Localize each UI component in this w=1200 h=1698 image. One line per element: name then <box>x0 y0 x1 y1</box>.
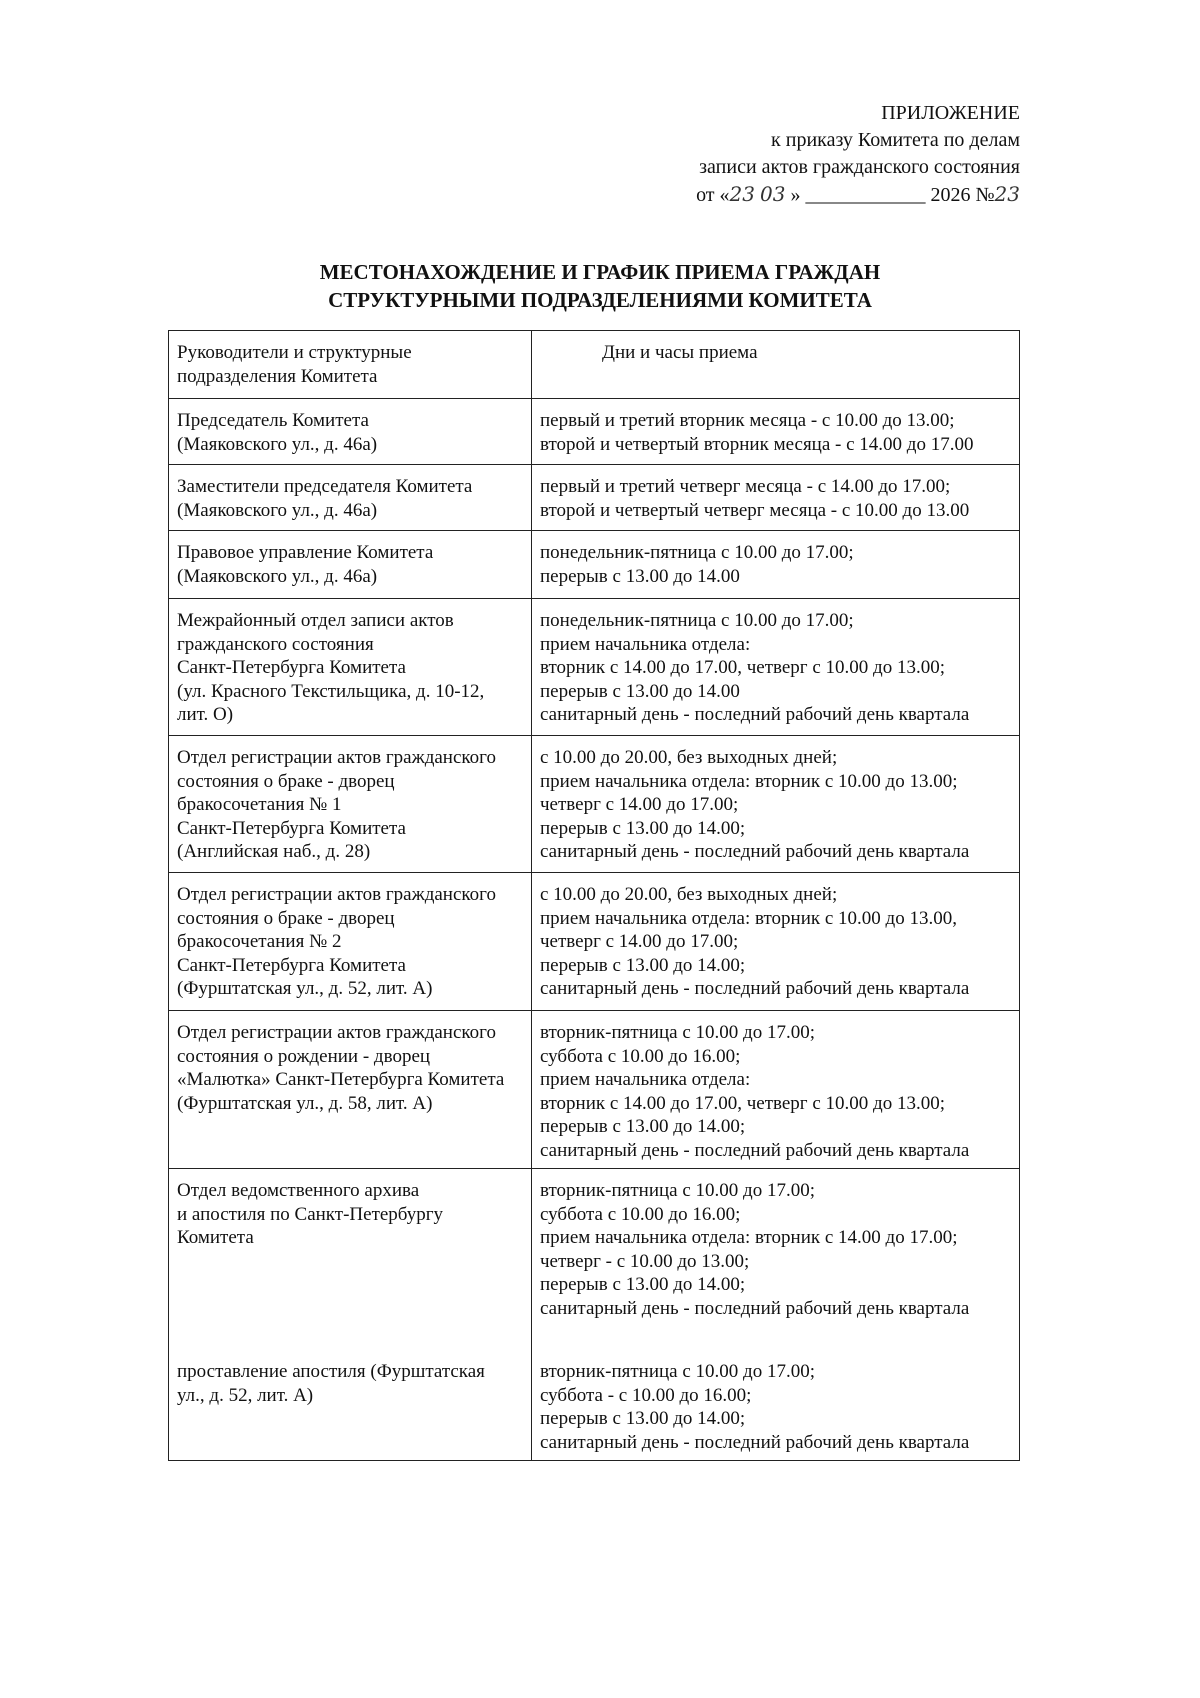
text-line: Отдел регистрации актов гражданского <box>177 884 496 905</box>
appendix-header <box>696 100 1020 209</box>
text-line: Заместители председателя Комитета <box>177 476 473 497</box>
text-line: понедельник-пятница с 10.00 до 17.00; <box>540 610 854 631</box>
unit-cell <box>169 736 532 873</box>
text-line: перерыв с 13.00 до 14.00; <box>540 1408 746 1429</box>
text-line: состояния о браке - дворец <box>177 770 395 792</box>
text-line: (Маяковского ул., д. 46а) <box>177 499 378 521</box>
text-line: (Фурштатская ул., д. 52, лит. А) <box>177 978 433 999</box>
text-line: бракосочетания № 1 <box>177 794 342 815</box>
text-line: проставление апостиля (Фурштатская <box>177 1361 485 1382</box>
unit-cell <box>169 465 532 531</box>
document-title <box>0 258 1200 314</box>
text-line: санитарный день - последний рабочий день квартала <box>540 1431 970 1453</box>
text-line: Межрайонный отдел записи актов <box>177 610 454 631</box>
header-line-1: к приказу Комитета по делам <box>771 129 1020 151</box>
text-line: вторник-пятница с 10.00 до 17.00; <box>540 1180 815 1201</box>
text-line: санитарный день - последний рабочий день квартала <box>540 1297 970 1319</box>
text-line: ул., д. 52, лит. А) <box>177 1384 314 1406</box>
header-date-line <box>696 181 1020 209</box>
text-line: (ул. Красного Текстильщика, д. 10-12, <box>177 680 485 702</box>
text-line: перерыв с 13.00 до 14.00; <box>540 817 746 839</box>
hours-cell <box>532 599 1020 736</box>
text-line: суббота с 10.00 до 16.00; <box>540 1203 741 1225</box>
text-line: вторник с 14.00 до 17.00, четверг с 10.00 до 13.00; <box>540 1092 945 1114</box>
text-line: с 10.00 до 20.00, без выходных дней; <box>540 884 838 905</box>
text-line: санитарный день - последний рабочий день квартала <box>540 841 970 862</box>
text-line: «Малютка» Санкт-Петербурга Комитета <box>177 1069 505 1090</box>
hours-cell <box>532 1169 1020 1461</box>
hours-cell <box>532 873 1020 1011</box>
text-line: прием начальника отдела: вторник с 14.00 до 17.00; <box>540 1227 958 1248</box>
text-line: санитарный день - последний рабочий день квартала <box>540 1139 970 1161</box>
text-line: перерыв с 13.00 до 14.00; <box>540 1116 746 1137</box>
text-line: состояния о браке - дворец <box>177 907 395 929</box>
text-line: Санкт-Петербурга Комитета <box>177 657 406 678</box>
text-line: перерыв с 13.00 до 14.00; <box>540 954 746 976</box>
text-line: подразделения Комитета <box>177 365 378 387</box>
header-cell-units <box>169 331 532 399</box>
text-line: Отдел ведомственного архива <box>177 1180 420 1201</box>
text-line: Санкт-Петербурга Комитета <box>177 954 406 976</box>
date-year: » ____________ 2026 № <box>790 184 995 206</box>
text-line: Отдел регистрации актов гражданского <box>177 1022 496 1043</box>
text-line: Председатель Комитета <box>177 410 369 431</box>
text-line: Дни и часы приема <box>602 342 758 363</box>
text-line: четверг с 14.00 до 17.00; <box>540 794 739 815</box>
unit-cell <box>169 1011 532 1169</box>
unit-cell <box>169 873 532 1011</box>
text-line: и апостиля по Санкт-Петербургу <box>177 1203 444 1225</box>
table-row <box>169 531 1020 599</box>
text-line: (Английская наб., д. 28) <box>177 841 371 862</box>
text-line: Отдел регистрации актов гражданского <box>177 747 496 768</box>
text-line: перерыв с 13.00 до 14.00 <box>540 565 740 587</box>
table-row <box>169 599 1020 736</box>
header-cell-hours <box>532 331 1020 399</box>
unit-cell <box>169 531 532 599</box>
hours-cell <box>532 399 1020 465</box>
text-line: лит. О) <box>177 704 234 725</box>
text-line: вторник-пятница с 10.00 до 17.00; <box>540 1022 815 1043</box>
handwritten-day: 23 <box>729 182 755 206</box>
schedule-table <box>168 330 1020 1461</box>
text-line: суббота - с 10.00 до 16.00; <box>540 1384 752 1406</box>
hours-cell <box>532 1011 1020 1169</box>
hours-cell <box>532 465 1020 531</box>
table-row <box>169 873 1020 1011</box>
text-line: бракосочетания № 2 <box>177 931 342 952</box>
unit-cell <box>169 599 532 736</box>
text-line: (Маяковского ул., д. 46а) <box>177 565 378 587</box>
hours-cell <box>532 736 1020 873</box>
text-line: гражданского состояния <box>177 633 374 655</box>
unit-cell <box>169 1169 532 1461</box>
text-line: (Маяковского ул., д. 46а) <box>177 433 378 455</box>
title-line-1: МЕСТОНАХОЖДЕНИЕ И ГРАФИК ПРИЕМА ГРАЖДАН <box>319 260 881 284</box>
title-line-2: СТРУКТУРНЫМИ ПОДРАЗДЕЛЕНИЯМИ КОМИТЕТА <box>328 288 872 312</box>
text-line: первый и третий четверг месяца - с 14.00 до 17.00; <box>540 476 951 497</box>
text-line: прием начальника отдела: вторник с 10.00 до 13.00; <box>540 770 958 792</box>
text-line: перерыв с 13.00 до 14.00 <box>540 680 740 702</box>
table-row <box>169 1011 1020 1169</box>
text-line: Санкт-Петербурга Комитета <box>177 817 406 839</box>
table-header-row <box>169 331 1020 399</box>
text-line: Комитета <box>177 1227 254 1248</box>
text-line: перерыв с 13.00 до 14.00; <box>540 1274 746 1295</box>
spacer <box>177 1250 525 1361</box>
text-line: первый и третий вторник месяца - с 10.00 до 13.00; <box>540 410 955 431</box>
unit-cell <box>169 399 532 465</box>
text-line: четверг с 14.00 до 17.00; <box>540 931 739 952</box>
text-line: прием начальника отдела: <box>540 633 751 655</box>
text-line: суббота с 10.00 до 16.00; <box>540 1045 741 1067</box>
table-row <box>169 736 1020 873</box>
text-line: состояния о рождении - дворец <box>177 1045 431 1067</box>
text-line: второй и четвертый четверг месяца - с 10.00 до 13.00 <box>540 499 970 521</box>
text-line: Руководители и структурные <box>177 342 412 363</box>
text-line: Правовое управление Комитета <box>177 542 434 563</box>
text-line: (Фурштатская ул., д. 58, лит. А) <box>177 1092 433 1114</box>
date-prefix: от « <box>696 184 730 206</box>
appendix-label: ПРИЛОЖЕНИЕ <box>881 102 1020 124</box>
table-row <box>169 1169 1020 1461</box>
text-line: вторник-пятница с 10.00 до 17.00; <box>540 1361 815 1382</box>
hours-cell <box>532 531 1020 599</box>
text-line: прием начальника отдела: <box>540 1069 751 1090</box>
text-line: четверг - с 10.00 до 13.00; <box>540 1250 750 1272</box>
text-line: прием начальника отдела: вторник с 10.00 до 13.00, <box>540 907 957 929</box>
text-line: второй и четвертый вторник месяца - с 14.00 до 17.00 <box>540 433 974 455</box>
text-line: санитарный день - последний рабочий день квартала <box>540 704 970 725</box>
handwritten-number: 23 <box>994 182 1020 206</box>
table-row <box>169 465 1020 531</box>
handwritten-month: 03 <box>760 182 786 206</box>
spacer <box>540 1320 1013 1360</box>
text-line: вторник с 14.00 до 17.00, четверг с 10.00 до 13.00; <box>540 657 945 678</box>
text-line: санитарный день - последний рабочий день квартала <box>540 978 970 999</box>
text-line: с 10.00 до 20.00, без выходных дней; <box>540 747 838 768</box>
header-line-2: записи актов гражданского состояния <box>699 156 1020 178</box>
table-row <box>169 399 1020 465</box>
text-line: понедельник-пятница с 10.00 до 17.00; <box>540 542 854 563</box>
